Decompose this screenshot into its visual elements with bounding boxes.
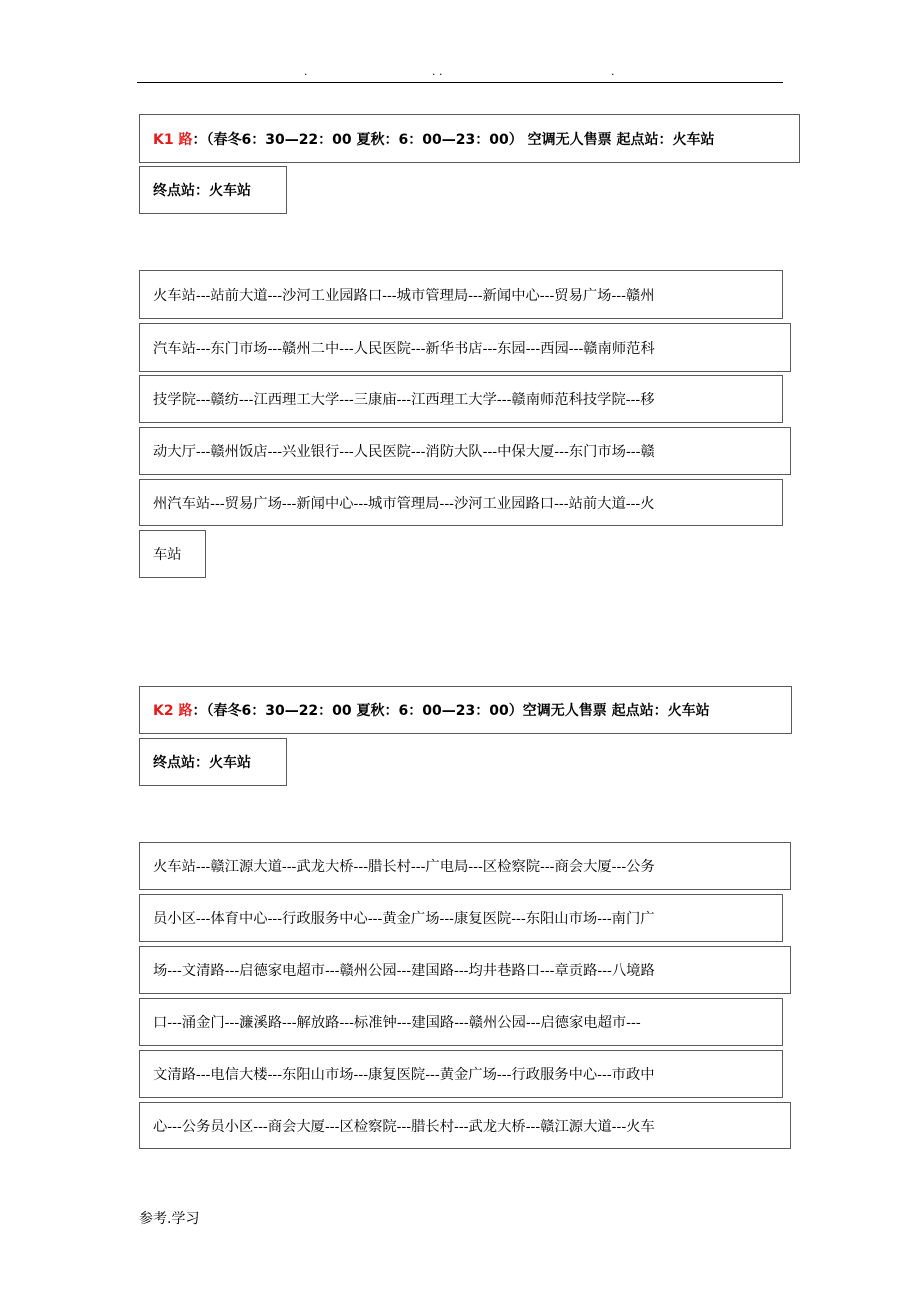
k2-stop-text: 心---公务员小区---商会大厦---区检察院---腊长村---武龙大桥---赣江源大道---火车: [153, 1118, 655, 1135]
k1-stop-line: [139, 323, 791, 372]
k1-stop-text: 技学院---赣纺---江西理工大学---三康庙---江西理工大学---赣南师范科技学院---移: [153, 392, 655, 408]
k1-stop-line: [139, 530, 206, 578]
k1-route-header: [139, 114, 800, 163]
k1-stop-text: 州汽车站---贸易广场---新闻中心---城市管理局---沙河工业园路口---站前大道---火: [153, 495, 655, 512]
k2-stop-text: 员小区---体育中心---行政服务中心---黄金广场---康复医院---东阳山市场---南门广: [153, 911, 655, 927]
k2-route-name: K2 路: [153, 703, 193, 719]
k1-stop-line: [139, 270, 783, 319]
k1-route-name: K1 路: [153, 131, 193, 148]
k1-stop-text: 火车站---站前大道---沙河工业园路口---城市管理局---新闻中心---贸易广场---赣州: [153, 287, 655, 304]
k1-stop-line: [139, 375, 783, 423]
k1-stop-line: [139, 427, 791, 475]
k1-stop-text: 车站: [153, 547, 182, 563]
k1-terminal: [139, 166, 287, 214]
k2-terminal: [139, 738, 287, 786]
k2-stop-text: 火车站---赣江源大道---武龙大桥---腊长村---广电局---区检察院---商会大厦---公务: [153, 859, 655, 875]
k2-terminal-label: 终点站：火车站: [153, 755, 251, 771]
k1-stop-text: 动大厅---赣州饭店---兴业银行---人民医院---消防大队---中保大厦---东门市场---赣: [153, 444, 655, 460]
k2-stop-line: [139, 894, 783, 942]
header-divider: [137, 82, 783, 83]
k2-route-info: ：（春冬6：30—22：00 夏秋：6：00—23：00）空调无人售票 起点站：火车站: [192, 703, 710, 719]
header-dot: .: [611, 65, 615, 78]
k1-terminal-label: 终点站：火车站: [153, 183, 251, 199]
k2-stop-line: [139, 946, 791, 994]
k1-stop-line: [139, 479, 783, 526]
k2-stop-line: [139, 1050, 783, 1098]
k2-stop-text: 口---涌金门---濂溪路---解放路---标准钟---建国路---赣州公园---启德家电超市---: [153, 1015, 641, 1031]
k1-route-info: ：（春冬6：30—22：00 夏秋：6：00—23：00） 空调无人售票 起点站：火车站: [192, 131, 715, 148]
k2-stop-text: 文清路---电信大楼---东阳山市场---康复医院---黄金广场---行政服务中心---市政中: [153, 1067, 655, 1083]
header-dot: .: [304, 65, 308, 78]
footer-note: 参考.学习: [139, 1211, 200, 1227]
k2-stop-line: [139, 842, 791, 890]
k2-route-header: [139, 686, 792, 734]
k2-stop-line: [139, 998, 783, 1046]
k2-stop-line: [139, 1102, 791, 1149]
k1-stop-text: 汽车站---东门市场---赣州二中---人民医院---新华书店---东园---西园---赣南师范科: [153, 340, 655, 357]
header-dot: . .: [432, 65, 443, 78]
k2-stop-text: 场---文清路---启德家电超市---赣州公园---建国路---均井巷路口---章贡路---八境路: [153, 963, 655, 979]
